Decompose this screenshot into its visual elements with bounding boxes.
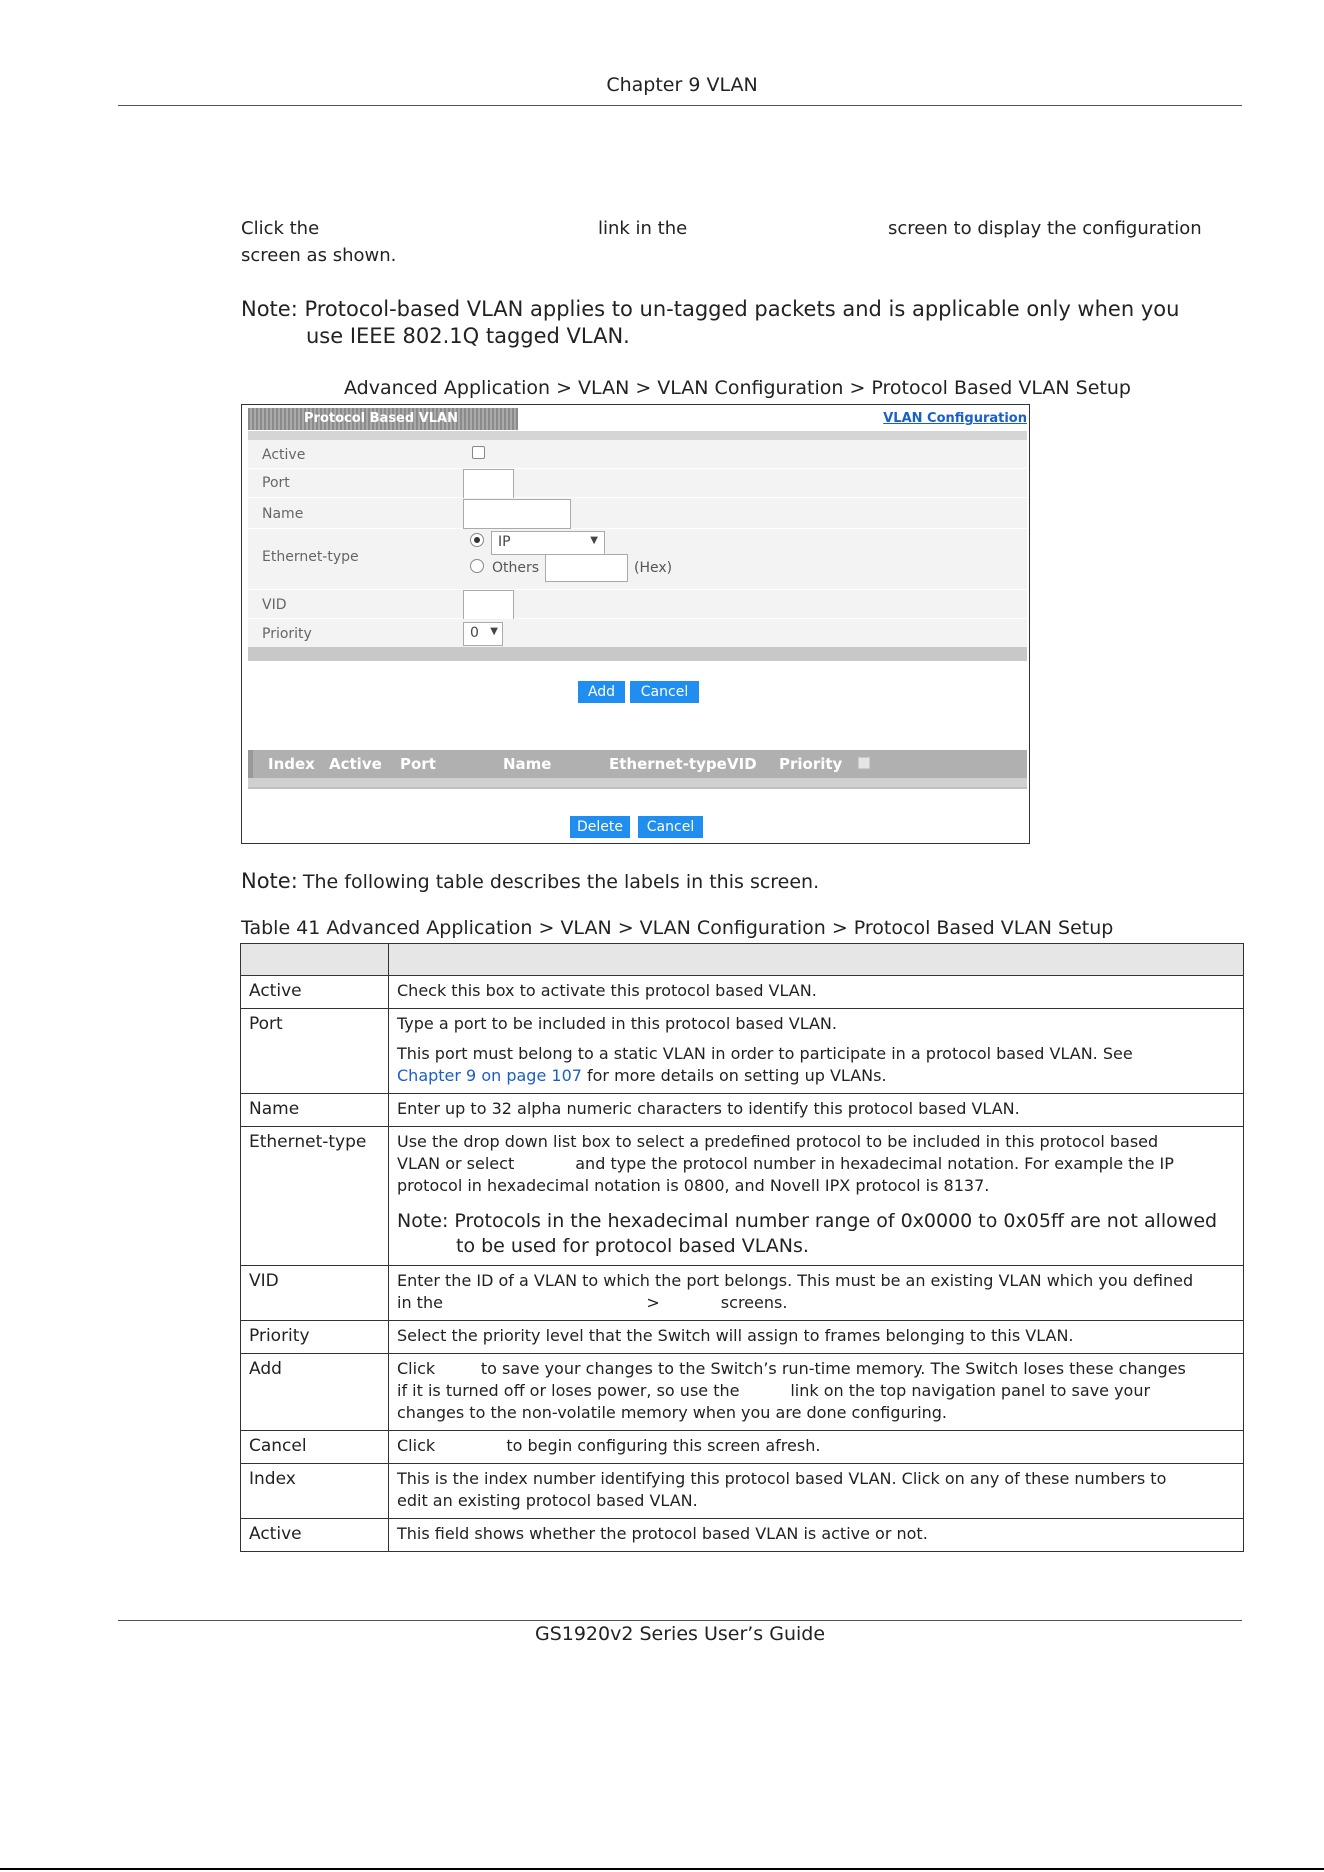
row-description: Click to begin configuring this screen afresh.	[389, 1431, 1244, 1464]
table-row	[241, 1009, 1244, 1094]
ethertype-desc-2: VLAN or select and type the protocol number in hexadecimal notation. For example the IP	[397, 1154, 1174, 1173]
row-ethernet-type	[248, 529, 1027, 590]
label-port: Port	[262, 475, 290, 491]
index-desc-1: This is the index number identifying this protocol based VLAN. Click on any of these numbers to	[397, 1469, 1167, 1488]
table-row	[241, 1266, 1244, 1321]
port-desc-2-text: This port must belong to a static VLAN in order to participate in a protocol based VLAN. See	[397, 1044, 1133, 1063]
label-description-table	[240, 943, 1244, 1552]
row-description: Check this box to activate this protocol based VLAN.	[389, 976, 1244, 1009]
tab-protocol-based-vlan[interactable]	[248, 408, 518, 430]
ethernet-type-select[interactable]	[491, 531, 605, 555]
row-description	[389, 1127, 1244, 1266]
row-description: This field shows whether the protocol based VLAN is active or not.	[389, 1519, 1244, 1552]
vid-desc-1: Enter the ID of a VLAN to which the port belongs. This must be an existing VLAN which you defined	[397, 1271, 1194, 1290]
table-row	[241, 1321, 1244, 1354]
row-vid	[248, 590, 1027, 619]
intro-text-a: Click the	[241, 218, 320, 239]
row-description: Select the priority level that the Switch will assign to frames belonging to this VLAN.	[389, 1321, 1244, 1354]
delete-button[interactable]: Delete	[570, 816, 630, 838]
ethernet-others-radio[interactable]	[470, 559, 484, 573]
row-label: Active	[241, 1519, 389, 1552]
table-row	[241, 1354, 1244, 1431]
ethernet-type-value: IP	[498, 534, 511, 550]
row-name	[248, 498, 1027, 529]
col-name: Name	[503, 755, 552, 773]
col-ethernet-type: Ethernet-type	[609, 755, 727, 773]
ethertype-note-1: Note: Protocols in the hexadecimal number range of 0x0000 to 0x05ff are not allowed	[397, 1210, 1218, 1232]
note-prefix: Note:	[241, 869, 298, 893]
active-checkbox[interactable]	[472, 446, 485, 459]
table-caption: Table 41 Advanced Application > VLAN > VLAN Configuration > Protocol Based VLAN Setup	[241, 917, 1114, 939]
row-label: Priority	[241, 1321, 389, 1354]
add-desc-3: changes to the non-volatile memory when you are done configuring.	[397, 1403, 948, 1422]
vlan-list-header	[248, 750, 1027, 778]
table-row	[241, 1094, 1244, 1127]
figure-caption: Advanced Application > VLAN > VLAN Configuration > Protocol Based VLAN Setup	[344, 377, 1131, 399]
row-label: VID	[241, 1266, 389, 1321]
footer-rule	[118, 1620, 1242, 1621]
row-label: Port	[241, 1009, 389, 1094]
hex-input[interactable]	[545, 554, 628, 582]
ethernet-predefined-radio[interactable]	[470, 533, 484, 547]
row-port	[248, 469, 1027, 498]
name-input[interactable]	[463, 499, 571, 529]
add-desc-1: Click to save your changes to the Switch’s run-time memory. The Switch loses these changes	[397, 1359, 1186, 1378]
intro-text-b: link in the	[598, 218, 688, 239]
row-label: Name	[241, 1094, 389, 1127]
note-table-description	[241, 869, 819, 893]
row-label: Cancel	[241, 1431, 389, 1464]
vid-desc-2: in the > screens.	[397, 1293, 788, 1312]
page-bottom-edge	[0, 1868, 1324, 1870]
ethertype-note	[397, 1209, 1236, 1259]
others-label: Others	[492, 560, 540, 576]
col-port: Port	[400, 755, 436, 773]
table-row	[241, 1127, 1244, 1266]
header-cell-description	[389, 944, 1244, 976]
port-input[interactable]	[463, 469, 514, 499]
intro-text-c: screen to display the configuration	[888, 218, 1202, 239]
label-vid: VID	[262, 597, 287, 613]
table-row	[241, 1431, 1244, 1464]
chapter-header: Chapter 9 VLAN	[606, 74, 758, 96]
table-header-row	[241, 944, 1244, 976]
add-button[interactable]: Add	[578, 681, 625, 703]
col-vid: VID	[727, 755, 757, 773]
port-desc-2	[397, 1043, 1236, 1087]
row-active	[248, 440, 1027, 469]
row-priority	[248, 619, 1027, 648]
label-active: Active	[262, 447, 306, 463]
row-label: Active	[241, 976, 389, 1009]
header-cell-label	[241, 944, 389, 976]
priority-select[interactable]	[463, 622, 503, 646]
row-description: Enter up to 32 alpha numeric characters to identify this protocol based VLAN.	[389, 1094, 1244, 1127]
table-row	[241, 1464, 1244, 1519]
row-description	[389, 1464, 1244, 1519]
chevron-down-icon: ▼	[590, 535, 598, 546]
label-ethernet-type: Ethernet-type	[262, 549, 359, 565]
header-rule	[118, 105, 1242, 106]
col-index: Index	[268, 755, 315, 773]
table-row	[241, 976, 1244, 1009]
add-desc-2: if it is turned off or loses power, so use the link on the top navigation panel to save your	[397, 1381, 1151, 1400]
footer-guide-title: GS1920v2 Series User’s Guide	[534, 1623, 826, 1645]
cancel-delete-button[interactable]: Cancel	[638, 816, 703, 838]
priority-value: 0	[470, 625, 479, 641]
table-row	[241, 1519, 1244, 1552]
index-desc-2: edit an existing protocol based VLAN.	[397, 1491, 698, 1510]
vid-input[interactable]	[463, 590, 514, 620]
row-description	[389, 1354, 1244, 1431]
col-priority: Priority	[779, 755, 843, 773]
label-name: Name	[262, 506, 304, 522]
row-description	[389, 1009, 1244, 1094]
intro-text-2: screen as shown.	[241, 245, 397, 266]
label-priority: Priority	[262, 626, 312, 642]
ethertype-desc-1: Use the drop down list box to select a predefined protocol to be included in this protocol based	[397, 1132, 1159, 1151]
vlan-configuration-link[interactable]: VLAN Configuration	[883, 411, 1027, 426]
row-label: Ethernet-type	[241, 1127, 389, 1266]
cancel-button[interactable]: Cancel	[630, 681, 699, 703]
port-desc-1: Type a port to be included in this protocol based VLAN.	[397, 1014, 837, 1033]
protocol-vlan-screen	[241, 404, 1030, 844]
row-description	[389, 1266, 1244, 1321]
hex-label: (Hex)	[634, 560, 673, 576]
note-protocol-vlan: Note: Protocol-based VLAN applies to un-tagged packets and is applicable only when you	[241, 297, 1180, 321]
panel-band-top	[248, 431, 1027, 440]
note-text: The following table describes the labels in this screen.	[302, 871, 820, 893]
col-active: Active	[329, 755, 382, 773]
panel-band-bottom	[248, 778, 1027, 787]
tab-label: Protocol Based VLAN	[304, 411, 458, 426]
note-protocol-vlan-2: use IEEE 802.1Q tagged VLAN.	[306, 324, 630, 348]
select-all-checkbox[interactable]	[858, 757, 870, 769]
row-label: Index	[241, 1464, 389, 1519]
panel-band-line	[248, 787, 1027, 789]
row-label: Add	[241, 1354, 389, 1431]
chevron-down-icon: ▼	[490, 626, 498, 637]
ethertype-desc-3: protocol in hexadecimal notation is 0800, and Novell IPX protocol is 8137.	[397, 1176, 990, 1195]
chapter-link[interactable]: Chapter 9 on page 107	[397, 1066, 582, 1085]
port-desc-2-tail: for more details on setting up VLANs.	[581, 1066, 887, 1085]
ethertype-note-2: to be used for protocol based VLANs.	[456, 1235, 809, 1257]
panel-band-mid	[248, 647, 1027, 661]
